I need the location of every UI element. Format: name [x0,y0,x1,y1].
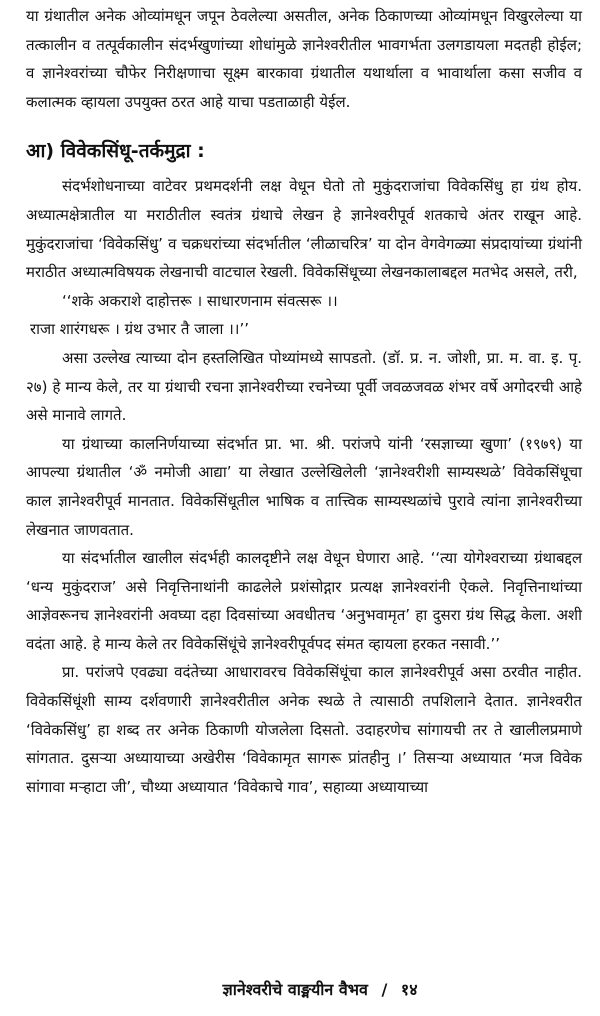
paragraph-paranjape: या ग्रंथाच्या कालनिर्णयाच्या संदर्भात प्रा. भा. श्री. परांजपे यांनी ‘रसज्ञाच्या खुणा’ (१९७९) या आपल्या ग्रंथातील ‘ॐ नमोजी आद्या’ या लेखात उल्लेखिलेली ‘ज्ञानेश्वरीशी साम्यस्थळे’ विवेकसिंधूचा काल ज्ञानेश्वरीपूर्व मानतात. विवेकसिंधूतील भाषिक व तात्त्विक साम्यस्थळांचे पुरावे त्यांना ज्ञानेश्वरीच्या लेखनात जाणवतात. [26,434,582,539]
page-footer [0,978,600,1000]
paragraph-manuscripts: असा उल्लेख त्याच्या दोन हस्तलिखित पोथ्यांमध्ये सापडतो. (डॉ. प्र. न. जोशी, प्रा. म. वा. इ. पृ. २७) हे मान्य केले, तर या ग्रंथाची रचना ज्ञानेश्वरीच्या रचनेच्या पूर्वी जवळजवळ शंभर वर्षे अगोदरची आहे असे मानावे लागते. [26,348,582,425]
footer-book-title: ज्ञानेश्वरीचे वाङ्मयीन वैभव [222,980,368,999]
quote-line-1: ‘‘शके अकराशे दाहोत्तरू । साधारणनाम संवत्सरू ।। [62,291,338,310]
section-heading: आ) विवेकसिंधू-तर्कमुद्रा : [26,140,205,163]
paragraph-evidence: प्रा. परांजपे एवढ्या वदंतेच्या आधारावरच विवेकसिंधूंचा काल ज्ञानेश्वरीपूर्व असा ठरवीत नाहीत. विवेकसिंधूंशी साम्य दर्शवणारी ज्ञानेश्वरीतील अनेक स्थळे ते त्यासाठी तपशिलाने देतात. ज्ञानेश्वरीत ‘विवेकसिंधु’ हा शब्द तर अनेक ठिकाणी योजलेला दिसतो. उदाहरणेच सांगायची तर ते खालीलप्रमाणे सांगतात. दुसऱ्या अध्यायाच्या अखेरीस ‘विवेकामृत सागरू प्रांतहीनु ।’ तिसऱ्या अध्यायात ‘मज विवेक सांगावा मऱ्हाटा जी’, चौथ्या अध्यायात ‘विवेकाचे गाव’, सहाव्या अध्यायाच्या [26,663,582,796]
paragraph-reference: या संदर्भातील खालील संदर्भही कालदृष्टीने लक्ष वेधून घेणारा आहे. ‘‘त्या योगेश्वराच्या ग्रंथाबद्दल ‘धन्य मुकुंदराज’ असे निवृत्तिनाथांनी काढलेले प्रशंसोद्गार प्रत्यक्ष ज्ञानेश्वरांनी ऐकले. निवृत्तिनाथांच्या आज्ञेवरूनच ज्ञानेश्वरांनी अवघ्या दहा दिवसांच्या अवधीतच ‘अनुभवामृत’ हा दुसरा ग्रंथ सिद्ध केला. अशी वदंता आहे. हे मान्य केले तर विवेकसिंधूंचे ज्ञानेश्वरीपूर्वपद संमत व्हायला हरकत नसावी.’’ [26,549,582,653]
paragraph-vivek-sindhu: संदर्भशोधनाच्या वाटेवर प्रथमदर्शनी लक्ष वेधून घेतो तो मुकुंदराजांचा विवेकसिंधु हा ग्रंथ होय. अध्यात्मक्षेत्रातील या मराठीतील स्वतंत्र ग्रंथाचे लेखन हे ज्ञानेश्वरीपूर्व शतकाचे अंतर राखून आहे. मुकुंदराजांचा ‘विवेकसिंधु’ व चक्रधरांच्या संदर्भातील ‘लीळाचरित्र’ या दोन वेगवेगळ्या संप्रदायांच्या ग्रंथांनी मराठीत अध्यात्मविषयक लेखनाची वाटचाल रेखली. विवेकसिंधूच्या लेखनकालाबद्दल मतभेद असले, तरी, [26,177,582,282]
quote-line-2: राजा शारंगधरू । ग्रंथ उभार तै जाला ।।’’ [30,320,249,339]
footer-page-number: १४ [400,980,418,999]
intro-paragraph: या ग्रंथातील अनेक ओव्यांमधून जपून ठेवलेल्या असतील, अनेक ठिकाणच्या ओव्यांमधून विखुरलेल्या या तत्कालीन व तत्पूर्वकालीन संदर्भखुणांच्या शोधांमुळे ज्ञानेश्वरीतील भावगर्भता उलगडायला मदतही होईल; व ज्ञानेश्वरांच्या चौफेर निरीक्षणाचा सूक्ष्म बारकावा ग्रंथातील यथार्थाला व भावार्थाला कसा सजीव व कलात्मक व्हायला उपयुक्त ठरत आहे याचा पडताळाही येईल. [26,7,582,111]
footer-separator: / [381,980,388,999]
